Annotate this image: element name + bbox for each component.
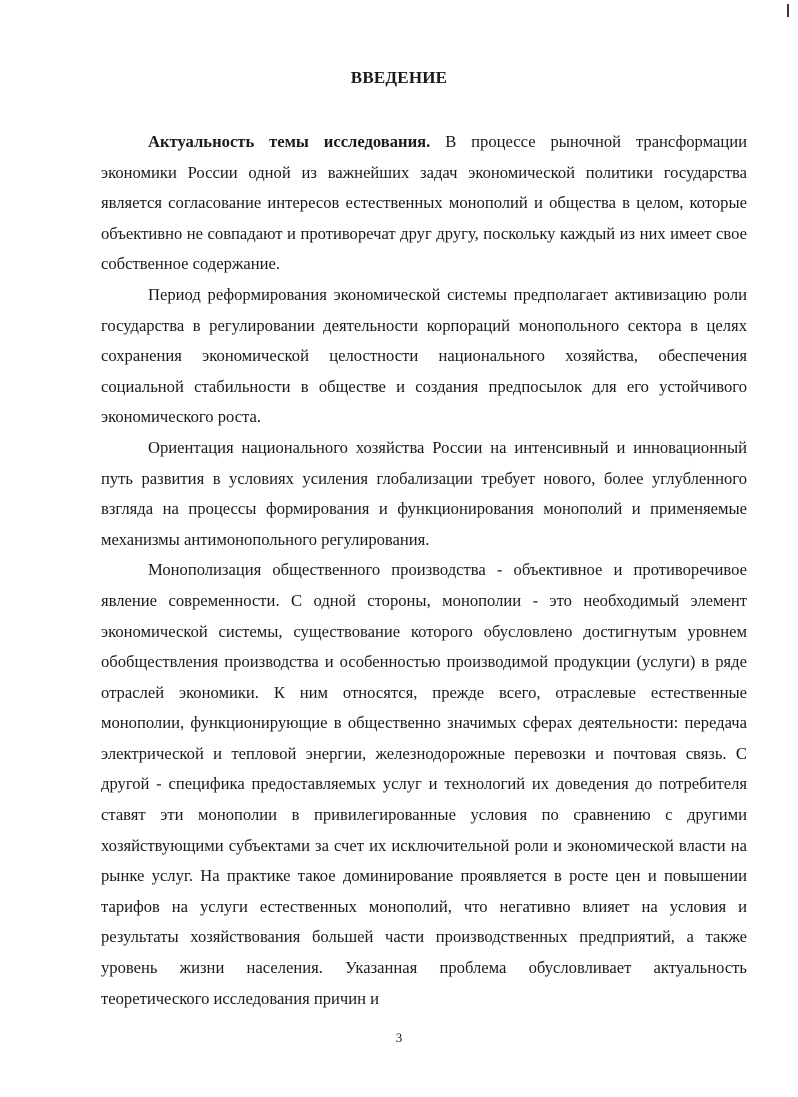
page-number: 3	[395, 1030, 403, 1045]
paragraph-monopolization: Монополизация общественного производства - объективное и противоречивое явление современности. С одной стороны, монополии - это необходимый элемент экономической системы, существование которого обусловлено достигнутым уровнем обобществления производства и особенностью производимой продукции (услуги) в ряде отраслей экономики. К ним относятся, прежде всего, отраслевые естественные монополии, функционирующие в общественно значимых сферах деятельности: передача электрической и тепловой энергии, железнодорожные перевозки и почтовая связь. С другой - специфика предоставляемых услуг и технологий их доведения до потребителя ставят эти монополии в привилегированные условия по сравнению с другими хозяйствующими субъектами за счет их исключительной роли и экономической власти на рынке услуг. На практике такое доминирование проявляется в росте цен и повышении тарифов на услуги естественных монополий, что негативно влияет на условия и результаты хозяйствования большей части производственных предприятий, а также уровень жизни населения. Указанная проблема обусловливает актуальность теоретического исследования причин и	[101, 560, 747, 1008]
paragraph-lead: Актуальность темы исследования.	[148, 132, 431, 151]
section-heading: ВВЕДЕНИЕ	[350, 68, 448, 87]
paragraph-orientation: Ориентация национального хозяйства России на интенсивный и инновационный путь развития в условиях усиления глобализации требует нового, более углубленного взгляда на процессы формирования и функционирования монополий и применяемые механизмы антимонопольного регулирования.	[101, 437, 747, 549]
paragraph-reform: Период реформирования экономической системы предполагает активизацию роли государства в регулировании деятельности корпораций монопольного сектора в целях сохранения экономической целостности национального хозяйства, обеспечения социальной стабильности в обществе и создания предпосылок для его устойчивого экономического роста.	[101, 284, 747, 427]
scan-artifact	[787, 4, 789, 17]
paragraph-text: В процессе рыночной трансформации экономики России одной из важнейших задач экономической политики государства является согласование интересов естественных монополий и общества в целом, которые объективно не совпадают и противоречат друг другу, поскольку каждый из них имеет свое собственное содержание.	[101, 132, 747, 274]
paragraph-relevance	[101, 127, 747, 280]
body-text	[101, 127, 747, 1014]
